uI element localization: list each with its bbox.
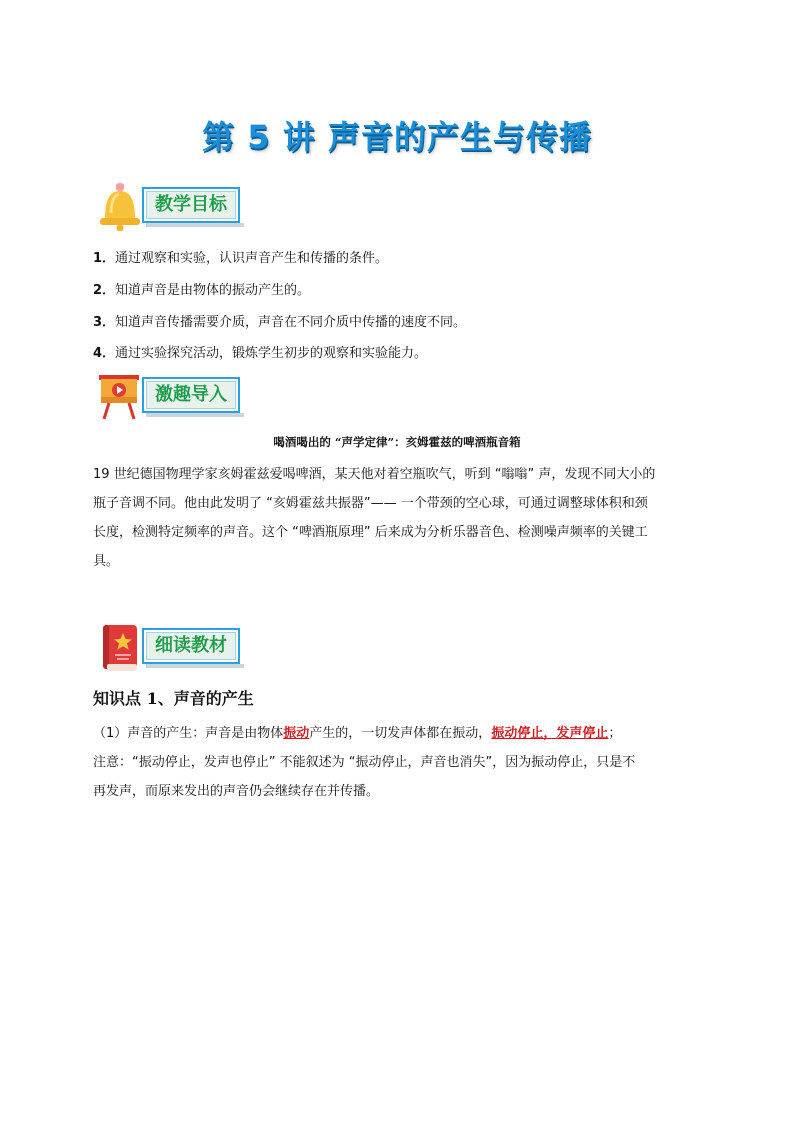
- section-label-intro: [142, 377, 240, 413]
- goal-number: 4．: [93, 346, 116, 361]
- book-star-icon: [97, 624, 141, 672]
- intro-line: 具。: [93, 554, 120, 569]
- knowledge-line: [93, 719, 703, 748]
- goal-item: [93, 311, 466, 330]
- goal-text: 知道声音传播需要介质，声音在不同介质中传播的速度不同。: [115, 315, 467, 330]
- intro-line: 瓶子音调不同。他由此发明了 “亥姆霍兹共振器”—— 一个带颈的空心球，可通过调整球体积和颈: [93, 496, 648, 511]
- note-line: 再发声，而原来发出的声音仍会继续存在并传播。: [93, 784, 380, 799]
- intro-line: 19 世纪德国物理学家亥姆霍兹爱喝啤酒，某天他对着空瓶吹气，听到 “嗡嗡” 声，发现不同大小的: [93, 467, 656, 482]
- goal-text: 通过实验探究活动，锻炼学生初步的观察和实验能力。: [115, 346, 428, 361]
- goal-item: [93, 342, 427, 361]
- intro-paragraph: [93, 460, 703, 576]
- goal-number: 1．: [93, 251, 116, 266]
- goal-item: [93, 247, 388, 266]
- section-label-reading: [142, 628, 240, 664]
- section-label-text: 激趣导入: [146, 381, 236, 409]
- goal-number: 3．: [93, 315, 116, 330]
- text-run: （1）声音的产生：声音是由物体: [93, 726, 284, 741]
- intro-heading: 喝酒喝出的 “声学定律”：亥姆霍兹的啤酒瓶音箱: [273, 435, 521, 449]
- emphasis-text: 振动停止，发声停止: [491, 726, 609, 741]
- section-label-goals: [142, 187, 240, 223]
- presentation-board-icon: [97, 373, 141, 421]
- section-label-text: 教学目标: [146, 191, 236, 219]
- goal-number: 2．: [93, 283, 116, 298]
- knowledge-paragraph: [93, 719, 703, 806]
- knowledge-point-title: 知识点 1、声音的产生: [93, 689, 254, 708]
- page-title: 第 5 讲 声音的产生与传播: [202, 118, 592, 156]
- text-run: ；: [608, 726, 622, 741]
- note-line: 注意：“振动停止，发声也停止” 不能叙述为 “振动停止，声音也消失”，因为振动停止，只是不: [93, 755, 636, 770]
- intro-line: 长度，检测特定频率的声音。这个 “啤酒瓶原理” 后来成为分析乐器音色、检测噪声频率的关键工: [93, 525, 648, 540]
- label-shadow: [146, 223, 244, 227]
- goal-text: 通过观察和实验，认识声音产生和传播的条件。: [115, 251, 389, 266]
- text-run: 产生的，一切发声体都在振动，: [309, 726, 492, 741]
- goal-text: 知道声音是由物体的振动产生的。: [115, 283, 311, 298]
- section-label-text: 细读教材: [146, 632, 236, 660]
- emphasis-text: 振动: [283, 726, 310, 741]
- bell-icon: [97, 183, 141, 231]
- label-shadow: [146, 664, 244, 668]
- goal-item: [93, 279, 310, 298]
- label-shadow: [146, 413, 244, 417]
